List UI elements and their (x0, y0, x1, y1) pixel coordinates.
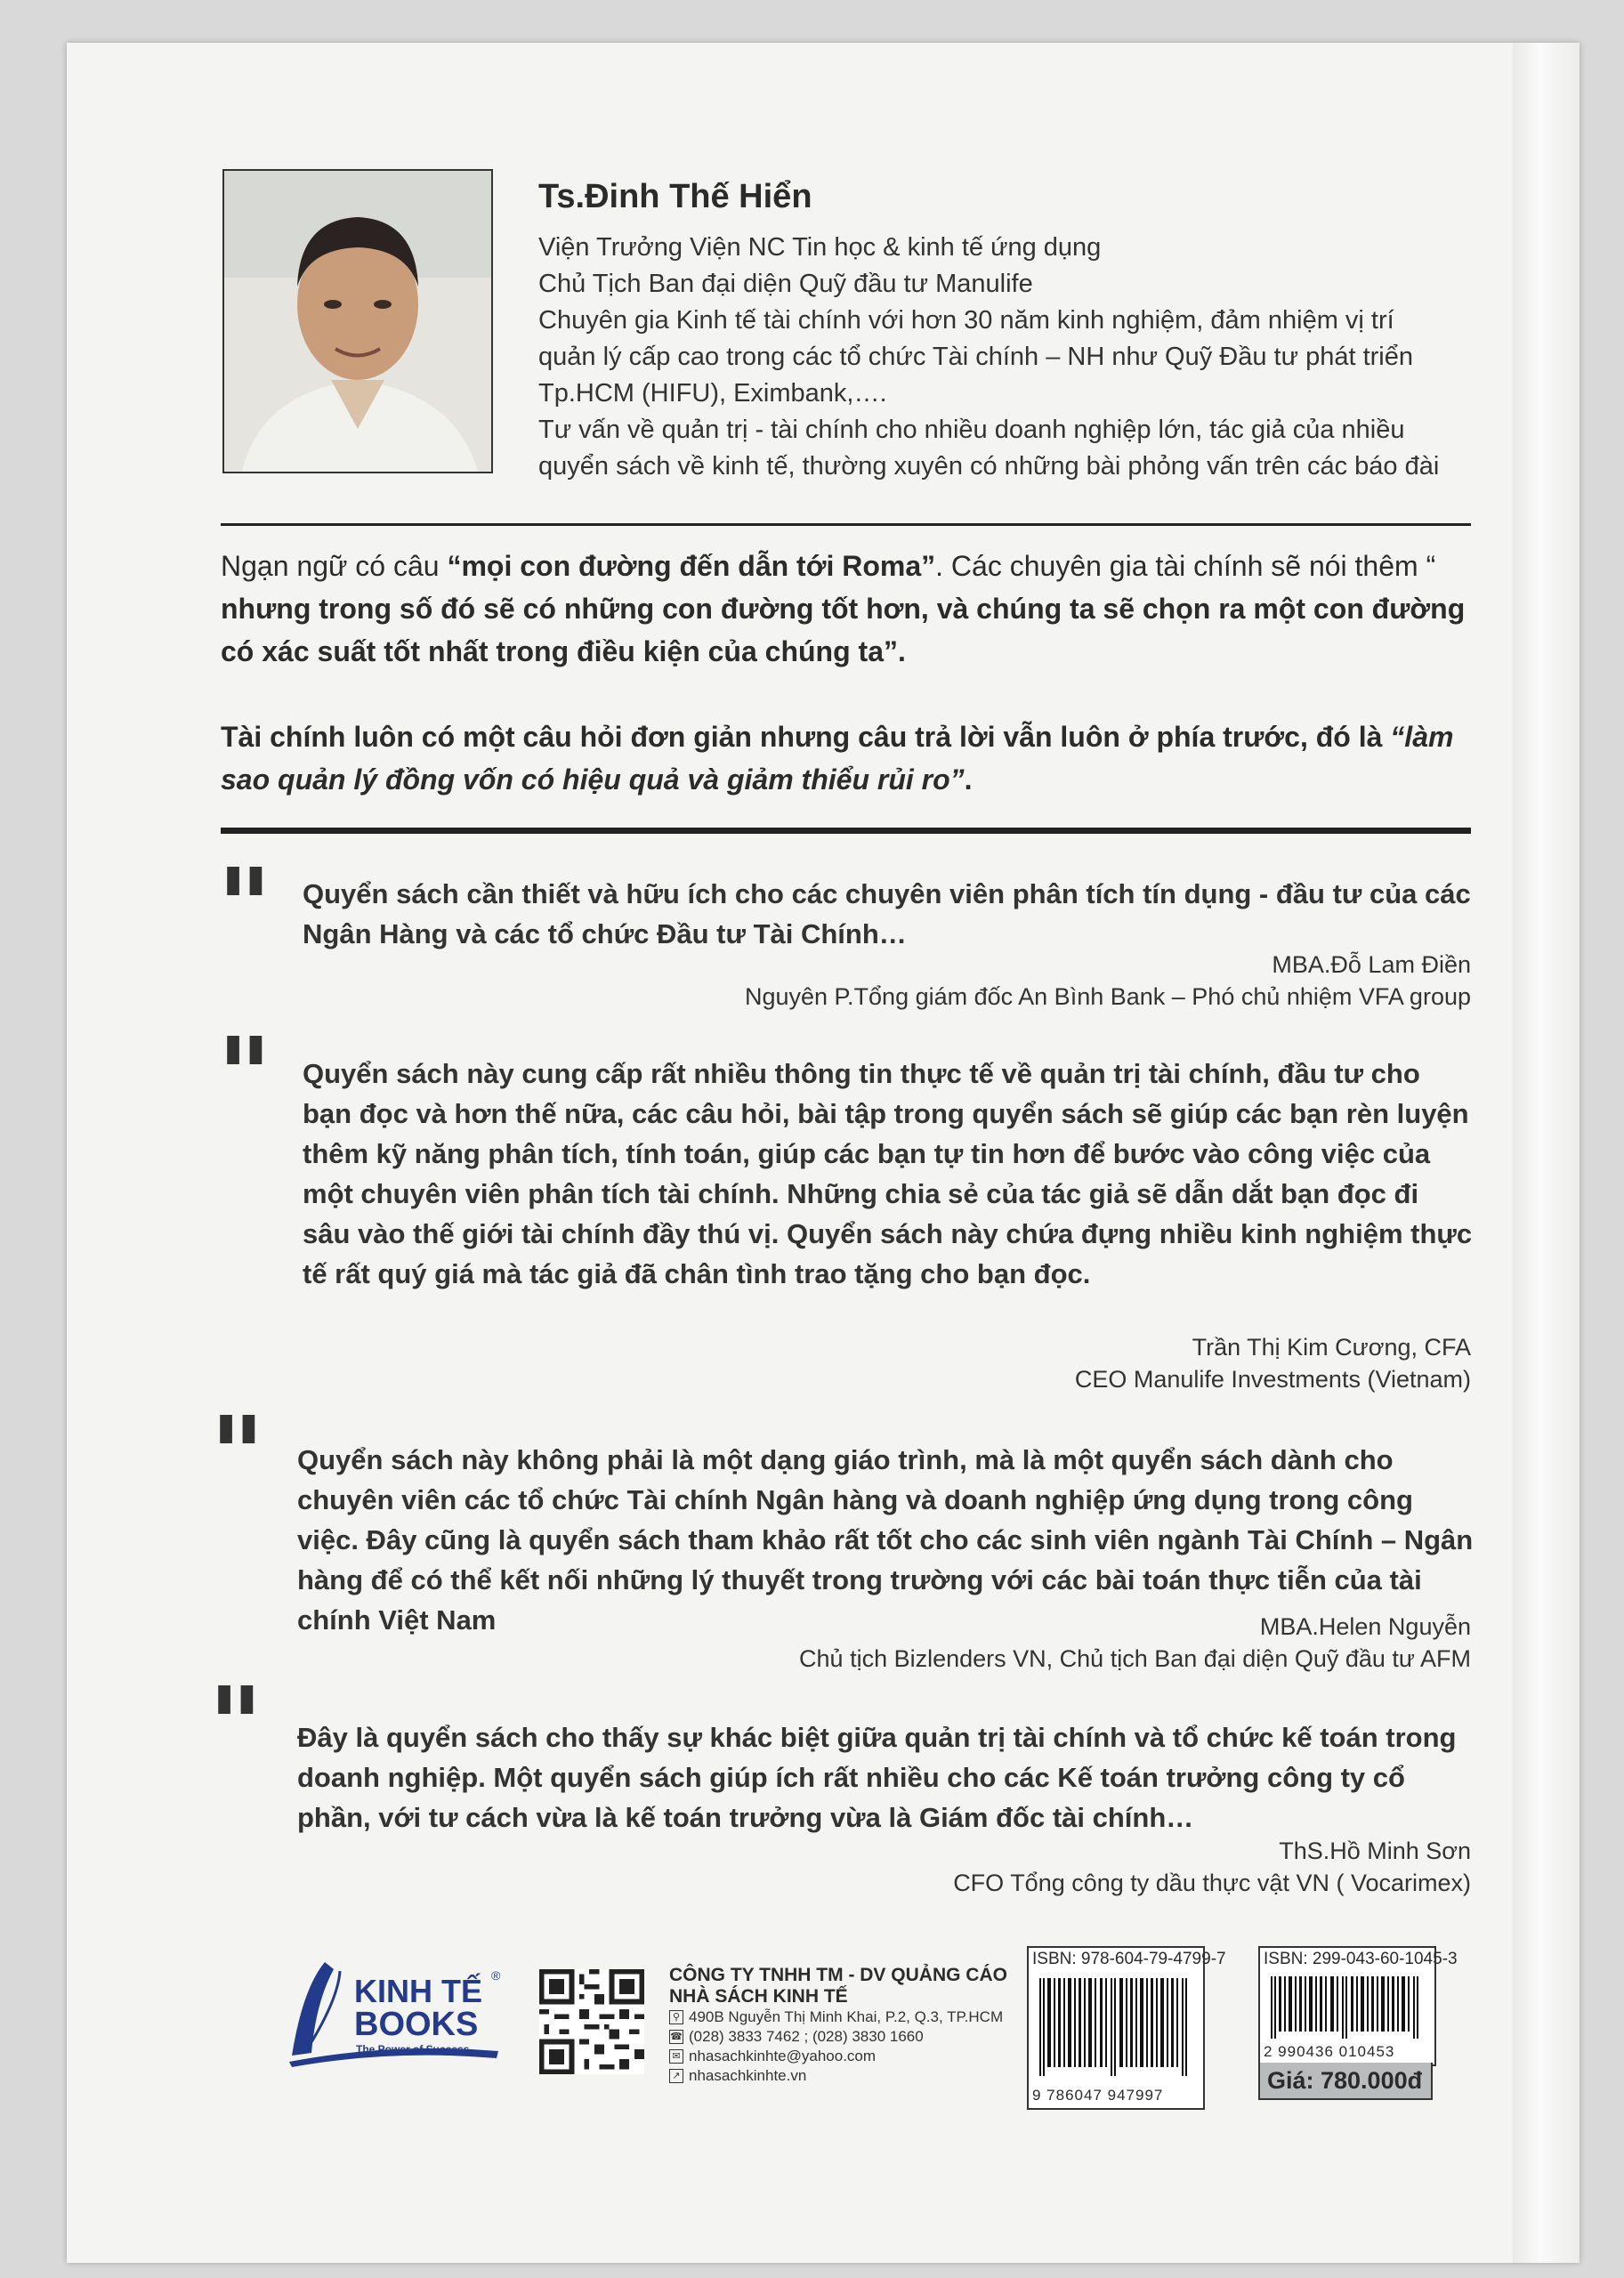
author-photo (222, 169, 493, 473)
price-label: Giá: 780.000đ (1258, 2063, 1433, 2100)
quote-text: Đây là quyển sách cho thấy sự khác biệt giữa quản trị tài chính và tổ chức kế toán trong doanh nghiệp. Một quyển sách giúp ích rất nhiều cho các Kế toán trưởng công ty cổ phần, với tư cách vừa là kế toán trưởng vừa là Giám đốc tài chính… (297, 1722, 1457, 1833)
address-text: 490B Nguyễn Thị Minh Khai, P.2, Q.3, TP.HCM (689, 2008, 1004, 2025)
divider (221, 523, 1471, 526)
author-name: Ts.Đinh Thế Hiển (538, 178, 812, 215)
barcode-icon (1036, 1978, 1196, 2076)
divider-thick (221, 828, 1471, 834)
isbn-digits: 9 786047 947997 (1032, 2087, 1164, 2104)
logo-line2: BOOKS (354, 2006, 479, 2043)
quote-mark-icon: " (217, 1014, 272, 1137)
intro-italic: “làm sao quản lý đồng vốn có hiệu quả và giảm thiểu rủi ro” (221, 721, 1454, 796)
web-icon: ↗ (669, 2069, 683, 2083)
bio-line: quyển sách về kinh tế, thường xuyên có những bài phỏng vấn trên các báo đài (538, 452, 1440, 481)
publisher-info (669, 1965, 1025, 2086)
intro-bold: Tài chính luôn có một câu hỏi đơn giản nhưng câu trả lời vẫn luôn ở phía trước, đó là (221, 721, 1391, 753)
intro-paragraph-2 (221, 715, 1471, 801)
bio-line: Chủ Tịch Ban đại diện Quỹ đầu tư Manulife (538, 270, 1033, 298)
quote-mark-icon: " (217, 844, 272, 968)
location-icon: ⚲ (669, 2010, 683, 2024)
bio-line: Chuyên gia Kinh tế tài chính với hơn 30 năm kinh nghiệm, đảm nhiệm vị trí (538, 306, 1394, 335)
isbn-digits: 2 990436 010453 (1264, 2043, 1395, 2060)
publisher-web (669, 2066, 1025, 2086)
quote-mark-icon: " (210, 1393, 265, 1516)
intro-bold: . (964, 763, 973, 796)
isbn-label: ISBN: 978-604-79-4799-7 (1032, 1950, 1226, 1968)
publisher-company: CÔNG TY TNHH TM - DV QUẢNG CÁO (669, 1965, 1007, 1985)
quote-author-name: MBA.Đỗ Lam Điền (1272, 951, 1471, 978)
quote-mark-icon: " (208, 1663, 263, 1787)
intro-text: Ngạn ngữ có câu (221, 550, 448, 582)
logo-line1: KINH TẾ (354, 1973, 482, 2009)
quote-text: Quyển sách cần thiết và hữu ích cho các chuyên viên phân tích tín dụng - đầu tư của các Ngân Hàng và các tổ chức Đầu tư Tài Chính… (303, 878, 1471, 949)
intro-bold: nhưng trong số đó sẽ có những con đường tốt hơn, và chúng ta sẽ chọn ra một con đường có xác suất tốt nhất trong điều kiện của chúng ta”. (221, 593, 1466, 667)
logo-tagline: The Power of Success (356, 2043, 470, 2056)
quote-author-name: ThS.Hồ Minh Sơn (1279, 1838, 1471, 1864)
cover-edge (1513, 43, 1580, 2263)
quote-author-name: Trần Thị Kim Cương, CFA (1192, 1334, 1471, 1361)
qr-code (539, 1969, 644, 2074)
barcode-icon (1267, 1976, 1427, 2039)
intro-paragraph-1 (221, 545, 1471, 673)
intro-text: . Các chuyên gia tài chính sẽ nói thêm “ (935, 550, 1436, 582)
quote-author-title: CFO Tổng công ty dầu thực vật VN ( Vocarimex) (953, 1870, 1471, 1896)
publisher-name: NHÀ SÁCH KINH TẾ (669, 1986, 848, 2007)
publisher-phone (669, 2027, 1025, 2047)
bio-line: Tư vấn về quản trị - tài chính cho nhiều doanh nghiệp lớn, tác giả của nhiều (538, 416, 1405, 444)
quote-author-title: Chủ tịch Bizlenders VN, Chủ tịch Ban đại diện Quỹ đầu tư AFM (799, 1645, 1471, 1672)
kinhte-books-logo (285, 1953, 516, 2069)
logo-reg: ® (491, 1968, 501, 1983)
bio-line: quản lý cấp cao trong các tổ chức Tài chính – NH như Quỹ Đầu tư phát triển (538, 343, 1413, 371)
phone-text: (028) 3833 7462 ; (028) 3830 1660 (689, 2028, 924, 2045)
quote-attribution (953, 1835, 1471, 1899)
isbn-label: ISBN: 299-043-60-1045-3 (1264, 1950, 1458, 1968)
email-text: nhasachkinhte@yahoo.com (689, 2048, 877, 2064)
bio-line: Viện Trưởng Viện NC Tin học & kinh tế ứng dụng (538, 233, 1102, 262)
quote-attribution (799, 1611, 1471, 1675)
isbn-barcode-2 (1258, 1946, 1458, 2066)
quote-author-title: Nguyên P.Tổng giám đốc An Bình Bank – Phó chủ nhiệm VFA group (744, 983, 1471, 1010)
quote-text: Quyển sách này cung cấp rất nhiều thông tin thực tế về quản trị tài chính, đầu tư cho bạn đọc và hơn thế nữa, các câu hỏi, bài tập trong quyển sách sẽ giúp các bạn rèn luyện thêm kỹ năng phân tích, tính toán, giúp các bạn tự tin hơn để bước vào công việc của một chuyên viên phân tích tài chính. Những chia sẻ của tác giả sẽ dẫn dắt bạn đọc đi sâu vào thế giới tài chính đầy thú vị. Quyển sách này chứa đựng nhiều kinh nghiệm thực tế rất quý giá mà tác giả đã chân tình trao tặng cho bạn đọc. (303, 1058, 1473, 1289)
quote-attribution (745, 949, 1471, 1013)
quote-author-name: MBA.Helen Nguyễn (1259, 1613, 1471, 1640)
isbn-barcode-1 (1027, 1946, 1226, 2110)
quote-attribution (1075, 1331, 1471, 1395)
intro-bold: “mọi con đường đến dẫn tới Roma” (447, 550, 936, 582)
bio-line: Tp.HCM (HIFU), Eximbank,…. (538, 379, 887, 408)
quote-text: Quyển sách này không phải là một dạng giáo trình, mà là một quyển sách dành cho chuyên viên các tổ chức Tài chính Ngân hàng và doanh nghiệp ứng dụng trong công việc. Đây cũng là quyển sách tham khảo rất tốt cho các sinh viên ngành Tài Chính – Ngân hàng để có thể kết nối những lý thuyết trong trường với các bài toán thực tiễn của tài chính Việt Nam (297, 1444, 1474, 1636)
web-text: nhasachkinhte.vn (689, 2067, 807, 2084)
publisher-email (669, 2047, 1025, 2066)
email-icon: ✉ (669, 2049, 683, 2064)
phone-icon: ☎ (670, 2032, 683, 2042)
quote-author-title: CEO Manulife Investments (Vietnam) (1074, 1366, 1471, 1393)
author-bio (538, 230, 1473, 485)
publisher-address (669, 2007, 1025, 2027)
